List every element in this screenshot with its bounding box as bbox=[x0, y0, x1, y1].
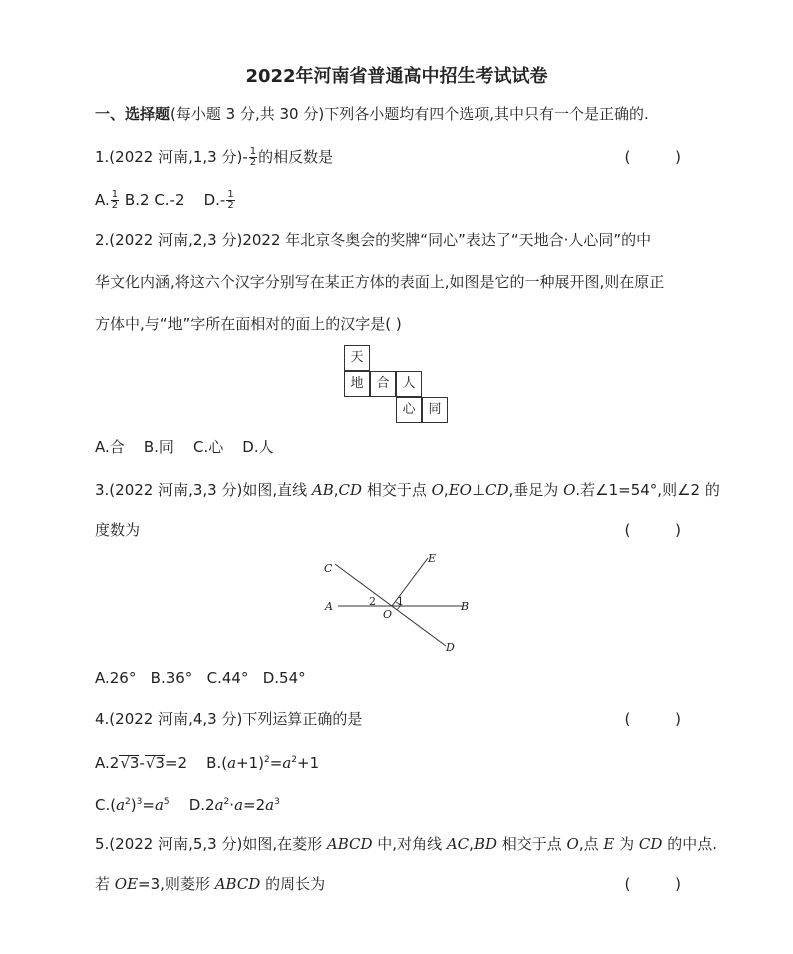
net-cell-ren: 人 bbox=[396, 371, 422, 397]
net-cell-xin: 心 bbox=[396, 397, 422, 423]
question-2-line-1: 2.(2022 河南,2,3 分)2022 年北京冬奥会的奖牌“同心”表达了“天地合·人心同”的中 bbox=[95, 231, 652, 249]
net-cell-he: 合 bbox=[370, 371, 396, 397]
q1-answer-blank[interactable]: ( ) bbox=[624, 148, 701, 166]
cube-net-figure bbox=[344, 345, 450, 423]
question-5-line-2: 若 OE=3,则菱形 ABCD 的周长为 bbox=[95, 875, 326, 893]
q1-fraction: $\frac{1}{2}$ bbox=[249, 146, 257, 168]
question-2-line-3: 方体中,与“地”字所在面相对的面上的汉字是( ) bbox=[95, 315, 402, 333]
label-o: O bbox=[383, 608, 393, 621]
question-1-options bbox=[95, 190, 701, 211]
question-4-options-cd: $C.(a^2)^3=a^5$ $D.2a^2\cdot a=2a^3$ bbox=[95, 796, 280, 814]
q4-answer-blank[interactable]: ( ) bbox=[624, 710, 701, 728]
net-cell-tong: 同 bbox=[422, 397, 448, 423]
page-title: 2022年河南省普通高中招生考试试卷 bbox=[245, 66, 548, 87]
angle-1-label: 1 bbox=[397, 595, 404, 608]
section-heading: 一、选择题 bbox=[95, 105, 171, 123]
q1-option-c: C.-2 bbox=[154, 191, 185, 209]
q1-option-d-label: D.- bbox=[203, 191, 226, 209]
q5-answer-blank[interactable]: ( ) bbox=[624, 875, 701, 893]
section-header bbox=[95, 104, 701, 124]
q1-option-b: B.2 bbox=[124, 191, 150, 209]
label-e: E bbox=[428, 552, 437, 565]
question-3-line-1: 3.(2022 河南,3,3 分)如图,直线 AB,CD 相交于点 O,EO⊥CD,垂足为 O.若∠1=54°,则∠2 的 bbox=[95, 481, 720, 499]
q1-option-d-fraction: $\frac{1}{2}$ bbox=[227, 189, 234, 211]
question-2-options: A.合 B.同 C.心 D.人 bbox=[95, 438, 274, 456]
q1-suffix: 的相反数是 bbox=[258, 148, 334, 166]
label-c: C bbox=[324, 562, 333, 575]
question-5-line-1: 5.(2022 河南,5,3 分)如图,在菱形 ABCD 中,对角线 AC,BD 相交于点 O,点 E 为 CD 的中点. bbox=[95, 835, 717, 853]
label-d: D bbox=[446, 641, 455, 654]
question-4-stem: 4.(2022 河南,4,3 分)下列运算正确的是 bbox=[95, 710, 363, 728]
angle-2-label: 2 bbox=[369, 595, 376, 608]
q3-answer-blank[interactable]: ( ) bbox=[624, 521, 701, 539]
question-4-options-ab: A.2√3-√3=2 $B.(a+1)^2=a^2+1$ bbox=[95, 754, 320, 772]
net-cell-tian: 天 bbox=[344, 345, 370, 371]
question-3-options: A.26° B.36° C.44° D.54° bbox=[95, 669, 306, 687]
question-2-line-2: 华文化内涵,将这六个汉字分别写在某正方体的表面上,如图是它的一种展开图,则在原正 bbox=[95, 273, 665, 291]
q1-prefix: 1.(2022 河南,1,3 分)- bbox=[95, 148, 248, 166]
net-cell-di: 地 bbox=[344, 371, 370, 397]
line-cd bbox=[335, 564, 446, 646]
sqrt-3-a: √3 bbox=[120, 754, 140, 772]
q1-option-a-fraction: $\frac{1}{2}$ bbox=[111, 189, 119, 211]
section-note: (每小题 3 分,共 30 分)下列各小题均有四个选项,其中只有一个是正确的. bbox=[170, 105, 649, 123]
question-1-stem bbox=[95, 147, 701, 168]
label-a: A bbox=[325, 600, 333, 613]
label-b: B bbox=[461, 600, 470, 613]
sqrt-3-b: √3 bbox=[145, 754, 165, 772]
question-3-line-2: 度数为 bbox=[95, 521, 141, 539]
intersecting-lines-figure bbox=[318, 550, 478, 654]
q1-option-a-label: A. bbox=[95, 191, 110, 209]
